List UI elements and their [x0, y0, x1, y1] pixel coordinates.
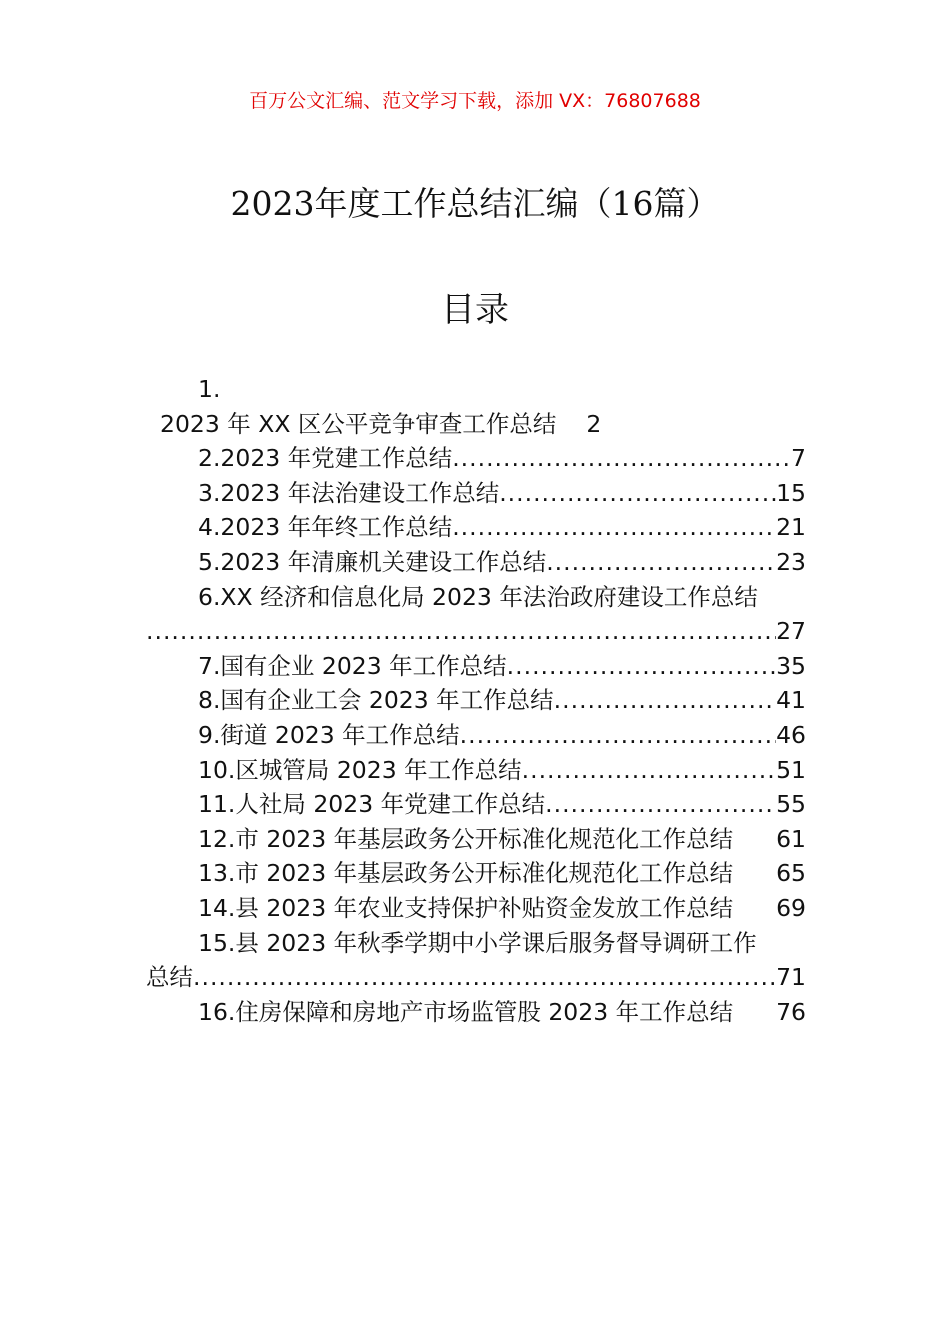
toc-entry-page: 7 [791, 444, 806, 473]
toc-entry-page: 65 [776, 859, 806, 888]
toc-leader-dots [460, 718, 776, 753]
toc-leader-dots [452, 510, 776, 545]
toc-leader-dots [554, 683, 776, 718]
toc-entry-title: 5.2023 年清廉机关建设工作总结 [198, 547, 547, 576]
toc-entry-page: 2 [586, 409, 602, 438]
toc-entry-3[interactable] [146, 476, 806, 511]
toc-entry-page: 71 [776, 963, 806, 992]
toc-entry-page: 51 [776, 755, 806, 784]
toc-entry-1-number-line [146, 372, 806, 407]
toc-entry-title: 2023 年 XX 区公平竞争审查工作总结 [160, 409, 557, 438]
toc-entry-14[interactable] [146, 891, 806, 926]
toc-entry-page: 46 [776, 720, 806, 749]
toc-entry-12[interactable] [146, 822, 806, 857]
toc-entry-title: 6.XX 经济和信息化局 2023 年法治政府建设工作总结 [198, 582, 758, 611]
toc-entry-page: 55 [776, 790, 806, 819]
toc-entry-title: 9.街道 2023 年工作总结 [198, 720, 460, 749]
toc-entry-page: 41 [776, 686, 806, 715]
toc-entry-title-continued: 总结 [146, 963, 193, 992]
toc-entry-page: 76 [776, 997, 806, 1026]
toc-entry-title: 3.2023 年法治建设工作总结 [198, 478, 500, 507]
toc-entry-title: 13.市 2023 年基层政务公开标准化规范化工作总结 [198, 859, 734, 888]
promo-banner: 百万公文汇编、范文学习下载，添加 VX：76807688 [249, 90, 701, 112]
toc-entry-title: 8.国有企业工会 2023 年工作总结 [198, 686, 554, 715]
toc-leader-dots [146, 614, 776, 649]
toc-entry-15-continuation[interactable] [146, 960, 806, 995]
toc-entry-13[interactable] [146, 856, 806, 891]
toc-entry-9[interactable] [146, 718, 806, 753]
toc-leader-dots [546, 545, 776, 580]
toc-entry-1[interactable] [146, 407, 806, 442]
toc-entry-2[interactable] [146, 441, 806, 476]
toc-entry-10[interactable] [146, 753, 806, 788]
toc-entry-title: 2.2023 年党建工作总结 [198, 444, 453, 473]
toc-entry-page: 69 [776, 893, 806, 922]
toc-entry-title: 14.县 2023 年农业支持保护补贴资金发放工作总结 [198, 893, 734, 922]
title-middle: 年度工作总结汇编（ [314, 184, 612, 223]
toc-entry-title: 15.县 2023 年秋季学期中小学课后服务督导调研工作 [198, 928, 757, 957]
toc-entry-title: 10.区城管局 2023 年工作总结 [198, 755, 522, 784]
toc-entry-8[interactable] [146, 683, 806, 718]
title-year: 2023 [230, 184, 315, 223]
toc-entry-title: 7.国有企业 2023 年工作总结 [198, 651, 507, 680]
toc-heading: 目录 [441, 290, 509, 330]
toc-leader-dots [522, 753, 776, 788]
toc-entry-page: 61 [776, 824, 806, 853]
toc-entry-4[interactable] [146, 510, 806, 545]
toc-entry-15[interactable] [146, 926, 806, 961]
toc-entry-title: 16.住房保障和房地产市场监管股 2023 年工作总结 [198, 997, 734, 1026]
toc-entry-page: 23 [776, 547, 806, 576]
toc-leader-dots [507, 649, 776, 684]
toc-entry-title: 12.市 2023 年基层政务公开标准化规范化工作总结 [198, 824, 734, 853]
toc-entry-page: 27 [776, 617, 806, 646]
toc-leader-dots [193, 960, 776, 995]
toc-leader-dots [545, 787, 776, 822]
toc-entry-16[interactable] [146, 995, 806, 1030]
toc-entry-title: 11.人社局 2023 年党建工作总结 [198, 790, 546, 819]
toc-entry-title: 4.2023 年年终工作总结 [198, 513, 453, 542]
toc-leader-dots [452, 441, 791, 476]
toc-entry-5[interactable] [146, 545, 806, 580]
document-title [0, 178, 950, 225]
toc-entry-6-continuation[interactable] [146, 614, 806, 649]
toc-leader-dots [499, 476, 776, 511]
toc-entry-page: 35 [776, 651, 806, 680]
title-end: 篇） [653, 184, 720, 223]
toc-entry-6[interactable] [146, 580, 806, 615]
toc-entry-number: 1. [198, 375, 221, 403]
table-of-contents [146, 372, 806, 1029]
toc-entry-page: 21 [776, 513, 806, 542]
toc-entry-7[interactable] [146, 649, 806, 684]
toc-entry-page: 15 [776, 478, 806, 507]
title-count: 16 [611, 184, 654, 223]
toc-entry-11[interactable] [146, 787, 806, 822]
